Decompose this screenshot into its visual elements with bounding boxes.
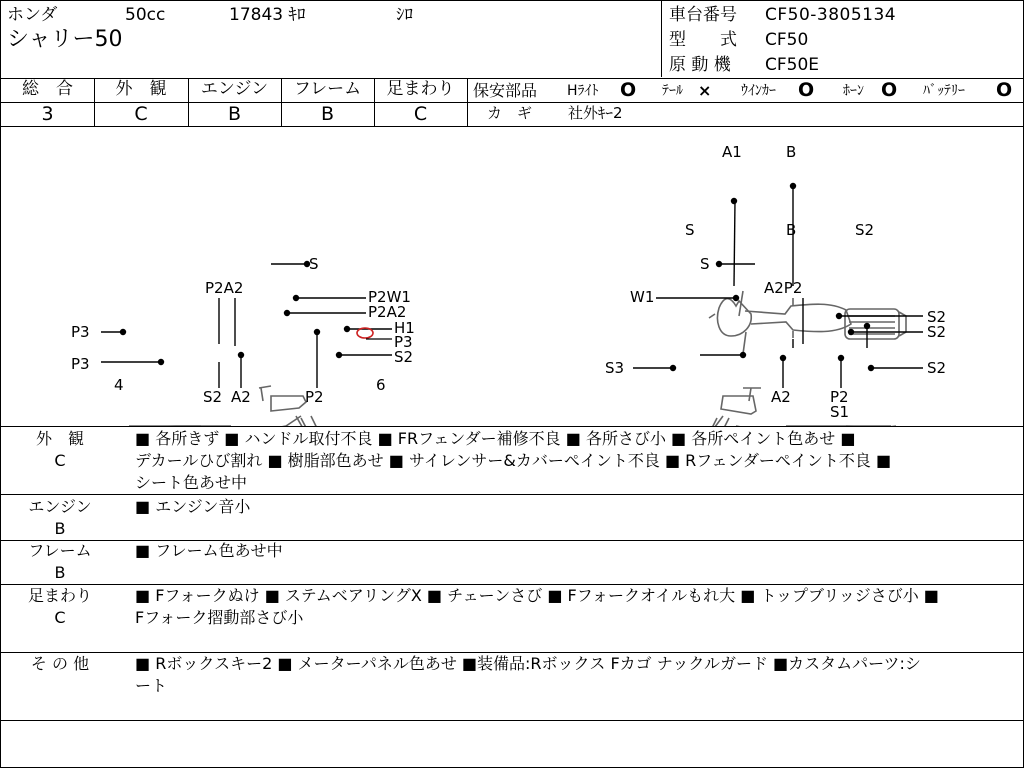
damage-diagram [1, 126, 1023, 426]
safety-mark-battery: O [996, 79, 1013, 101]
grade-suspension-value: C [413, 103, 428, 125]
grade-exterior-value: C [134, 103, 148, 125]
divider [1, 426, 1023, 427]
key-label: カ ギ [487, 104, 533, 122]
section-engine-label: エンジン [28, 497, 92, 516]
diagram-label: S2 [394, 348, 414, 366]
frame-no: CF50-3805134 [765, 5, 897, 25]
section-other-line: ート [135, 676, 168, 695]
section-exterior-label: 外 観 [35, 429, 84, 448]
diagram-label: P3 [394, 333, 413, 351]
diagram-label: P3 [71, 323, 90, 341]
section-suspension-grade: C [54, 608, 66, 627]
engine-label: 原 動 機 [669, 55, 731, 75]
diagram-label: S [685, 221, 695, 239]
diagram-label: S2 [855, 221, 875, 239]
section-other-line: ■ Rボックスキー2 ■ メーターパネル色あせ ■装備品:Rボックス Fカゴ ナックルガード ■カスタムパーツ:シ [135, 654, 921, 673]
section-suspension-label: 足まわり [27, 586, 92, 605]
section-frame-label: フレーム [28, 541, 92, 560]
grade-suspension-label: 足まわり [386, 79, 455, 99]
safety-mark-tail: × [698, 81, 712, 100]
safety-item-horn: ﾎｰﾝ [843, 83, 864, 99]
safety-mark-winker: O [798, 79, 815, 101]
grade-engine-label: エンジン [200, 79, 269, 99]
safety-item-battery: ﾊﾞｯﾃﾘｰ [923, 83, 965, 99]
diagram-label: S1 [830, 403, 850, 421]
diagram-label: 6 [376, 376, 386, 394]
diagram-label: A2 [231, 388, 251, 406]
grade-engine-value: B [227, 103, 242, 125]
diagram-label: P2 [830, 388, 849, 406]
diagram-label: S2 [927, 323, 947, 341]
divider [467, 102, 1023, 103]
engine-value: CF50E [765, 55, 820, 75]
safety-item-winker: ｳｲﾝｶｰ [741, 83, 776, 99]
diagram-label: P3 [71, 355, 90, 373]
safety-label: 保安部品 [473, 81, 538, 100]
diagram-label: W1 [630, 288, 655, 306]
diagram-label: S2 [203, 388, 223, 406]
section-other-label: そ の 他 [30, 654, 90, 673]
section-engine-line: ■ エンジン音小 [135, 497, 251, 516]
section-exterior-line: シート色あせ中 [135, 473, 248, 492]
diagram-label: S3 [605, 359, 625, 377]
diagram-label: P2 [305, 388, 324, 406]
diagram-label: P2A2 [368, 303, 407, 321]
safety-mark-horn: O [881, 79, 898, 101]
grade-exterior-label: 外 観 [115, 79, 167, 99]
type-value: CF50 [765, 30, 809, 50]
grade-total-label: 総 合 [22, 79, 73, 99]
section-suspension-line: Fフォーク摺動部さび小 [135, 608, 304, 627]
grade-total-value: 3 [41, 103, 54, 125]
safety-item-tail: ﾃｰﾙ [662, 83, 683, 99]
frame-no-label: 車台番号 [669, 5, 737, 25]
displacement: 50cc [125, 5, 166, 25]
maker: ホンダ [7, 5, 58, 25]
diagram-label: S2 [927, 359, 947, 377]
section-frame-grade: B [54, 563, 66, 582]
divider [1, 720, 1023, 721]
divider [1, 494, 1023, 495]
diagram-label: 4 [114, 376, 124, 394]
diagram-label: H1 [394, 319, 415, 337]
mileage: 17843 ｷﾛ [229, 5, 306, 25]
color: ｼﾛ [396, 5, 413, 25]
diagram-label: A1 [722, 143, 742, 161]
type-label: 型 式 [669, 30, 737, 50]
diagram-label: S [309, 255, 319, 273]
diagram-label: A2P2 [764, 279, 803, 297]
diagram-label: B [786, 221, 797, 239]
diagram-label: A2 [771, 388, 791, 406]
diagram-label: P2A2 [205, 279, 244, 297]
section-exterior-line: デカールひび割れ ■ 樹脂部色あせ ■ サイレンサー&カバーペイント不良 ■ Rフェンダーペイント不良 ■ [135, 451, 892, 470]
safety-item-headlight: Hﾗｲﾄ [567, 83, 599, 99]
header-divider [661, 1, 662, 77]
bike-top-view [709, 291, 906, 354]
section-frame-line: ■ フレーム色あせ中 [135, 541, 283, 560]
diagram-label: P2W1 [368, 288, 411, 306]
diagram-label: S2 [927, 308, 947, 326]
model-name: シャリー50 [7, 27, 123, 52]
grade-frame-value: B [320, 103, 335, 125]
section-suspension-line: ■ Fフォークぬけ ■ ステムベアリングX ■ チェーンさび ■ Fフォークオイルもれ大 ■ トップブリッジさび小 ■ [135, 586, 939, 605]
grade-frame-label: フレーム [293, 79, 362, 99]
safety-mark-headlight: O [620, 79, 637, 101]
diagram-label: B [786, 143, 797, 161]
section-engine-grade: B [54, 519, 66, 538]
section-exterior-grade: C [54, 451, 66, 470]
section-exterior-line: ■ 各所きず ■ ハンドル取付不良 ■ FRフェンダー補修不良 ■ 各所さび小 ■ 各所ペイント色あせ ■ [135, 429, 856, 448]
key-value: 社外ｷｰ2 [568, 104, 623, 122]
diagram-label: S [700, 255, 710, 273]
